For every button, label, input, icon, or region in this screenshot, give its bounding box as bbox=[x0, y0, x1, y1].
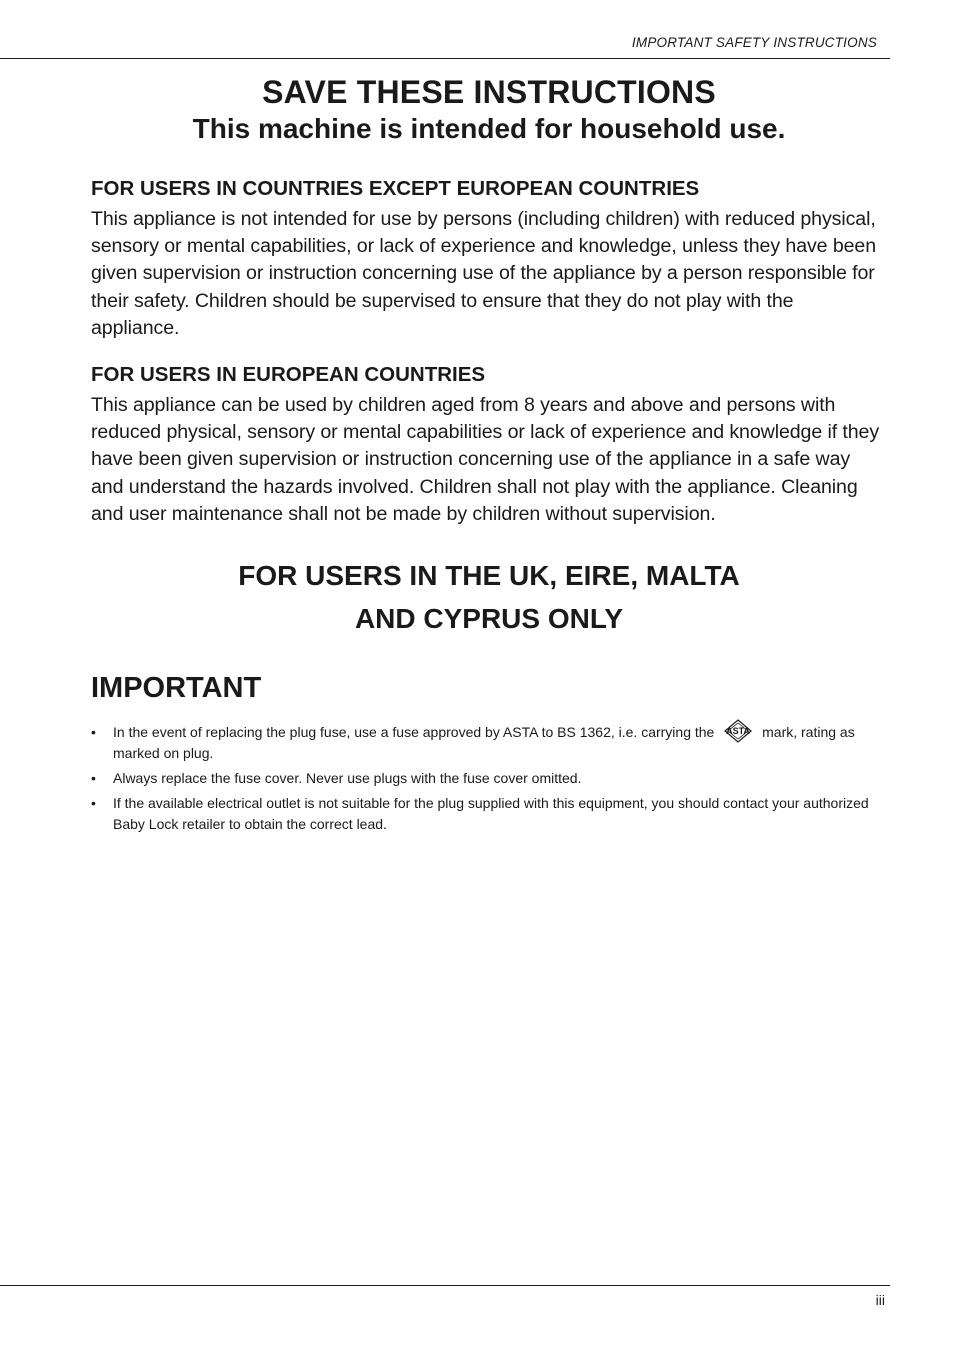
section-heading-non-european: FOR USERS IN COUNTRIES EXCEPT EUROPEAN COUNTRIES bbox=[91, 177, 700, 200]
page-title: SAVE THESE INSTRUCTIONS bbox=[262, 74, 716, 110]
bullet-text: Always replace the fuse cover. Never use plugs with the fuse cover omitted. bbox=[113, 770, 582, 787]
uk-heading-line-2: AND CYPRUS ONLY bbox=[354, 603, 624, 635]
bullet-text-after-icon: mark, rating as marked on plug. bbox=[113, 724, 855, 762]
uk-section-heading bbox=[91, 554, 887, 640]
section-heading-european: FOR USERS IN EUROPEAN COUNTRIES bbox=[91, 363, 486, 387]
bullet-icon: • bbox=[91, 795, 96, 812]
list-item bbox=[91, 768, 887, 789]
page-content bbox=[91, 72, 887, 839]
bullet-text-before-icon: In the event of replacing the plug fuse, use a fuse approved by ASTA to BS 1362, i.e. carrying the bbox=[113, 724, 715, 741]
important-bullet-list bbox=[91, 722, 887, 835]
list-item bbox=[91, 722, 887, 764]
asta-mark-label: ASTA bbox=[726, 726, 751, 737]
list-item bbox=[91, 793, 887, 835]
running-header: IMPORTANT SAFETY INSTRUCTIONS bbox=[631, 35, 877, 50]
bullet-icon: • bbox=[91, 770, 96, 787]
uk-heading-line-1: FOR USERS IN THE UK, EIRE, MALTA bbox=[238, 560, 740, 592]
important-heading: IMPORTANT bbox=[91, 672, 262, 705]
bullet-text: If the available electrical outlet is not suitable for the plug supplied with this equipment, you should contact your authorized Baby Lock retailer to obtain the correct lead. bbox=[113, 795, 869, 833]
page-subtitle: This machine is intended for household use. bbox=[192, 113, 786, 144]
footer-rule bbox=[0, 1285, 890, 1286]
asta-mark-icon bbox=[724, 719, 752, 743]
section-body-european: This appliance can be used by children aged from 8 years and above and persons with reduced physical, sensory or mental capabilities or lack of experience and knowledge if they have been given supervision or instruction concerning use of the appliance in a safe way and understand the hazards involved. Children shall not play with the appliance. Cleaning and user maintenance shall not be made by children without supervision. bbox=[91, 394, 880, 525]
page-number: iii bbox=[875, 1292, 885, 1308]
bullet-icon: • bbox=[91, 724, 96, 741]
section-body-non-european: This appliance is not intended for use by persons (including children) with reduced physical, sensory or mental capabilities, or lack of experience and knowledge, unless they have been given supervision or instruction concerning use of the appliance by a person responsible for their safety. Children should be supervised to ensure that they do not play with the appliance. bbox=[91, 208, 877, 339]
header-rule bbox=[0, 58, 890, 59]
